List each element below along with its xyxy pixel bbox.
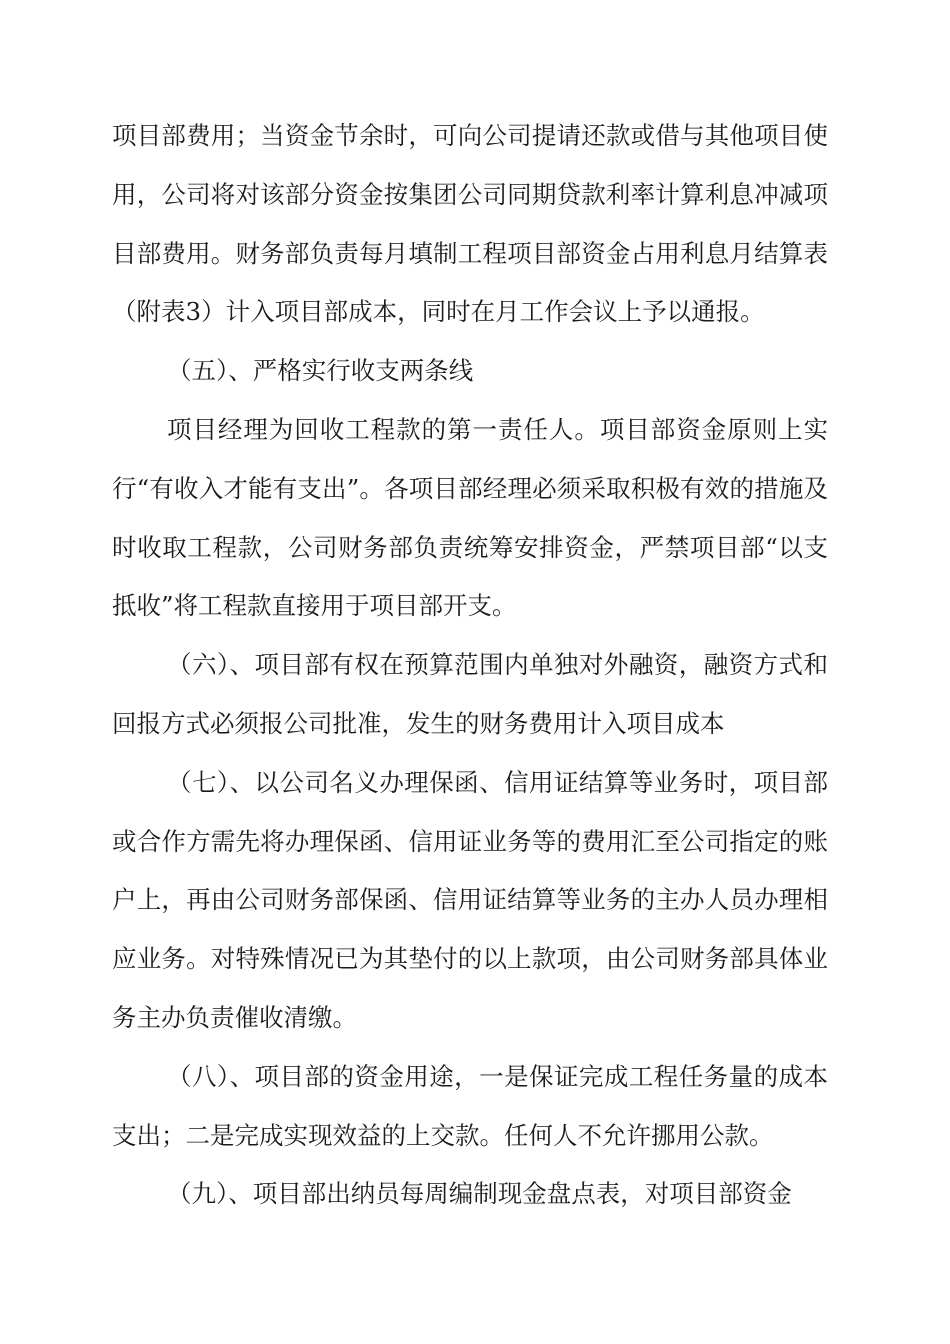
paragraph-section-eight: （八）、项目部的资金用途，一是保证完成工程任务量的成本支出；二是完成实现效益的上交款。任何人不允许挪用公款。 bbox=[112, 1061, 828, 1150]
paragraph-project-manager: 项目经理为回收工程款的第一责任人。项目部资金原则上实行“有收入才能有支出”。各项目部经理必须采取积极有效的措施及时收取工程款，公司财务部负责统筹安排资金，严禁项目部“以支抵收”将工程款直接用于项目部开支。 bbox=[112, 414, 828, 621]
paragraph-continuation: 项目部费用；当资金节余时，可向公司提请还款或借与其他项目使用，公司将对该部分资金按集团公司同期贷款利率计算利息冲减项目部费用。财务部负责每月填制工程项目部资金占用利息月结算表（附表3）计入项目部成本，同时在月工作会议上予以通报。 bbox=[112, 121, 828, 327]
paragraph-section-nine: （九）、项目部出纳员每周编制现金盘点表，对项目部资金 bbox=[167, 1179, 792, 1209]
paragraph-section-six: （六）、项目部有权在预算范围内单独对外融资，融资方式和回报方式必须报公司批准，发生的财务费用计入项目成本 bbox=[112, 650, 828, 738]
paragraph-section-seven: （七）、以公司名义办理保函、信用证结算等业务时，项目部或合作方需先将办理保函、信用证业务等的费用汇至公司指定的账户上，再由公司财务部保函、信用证结算等业务的主办人员办理相应业务。对特殊情况已为其垫付的以上款项，由公司财务部具体业务主办负责催收清缴。 bbox=[112, 767, 828, 1032]
document-body bbox=[112, 107, 828, 1224]
section-heading-five: （五）、严格实行收支两条线 bbox=[167, 356, 474, 386]
